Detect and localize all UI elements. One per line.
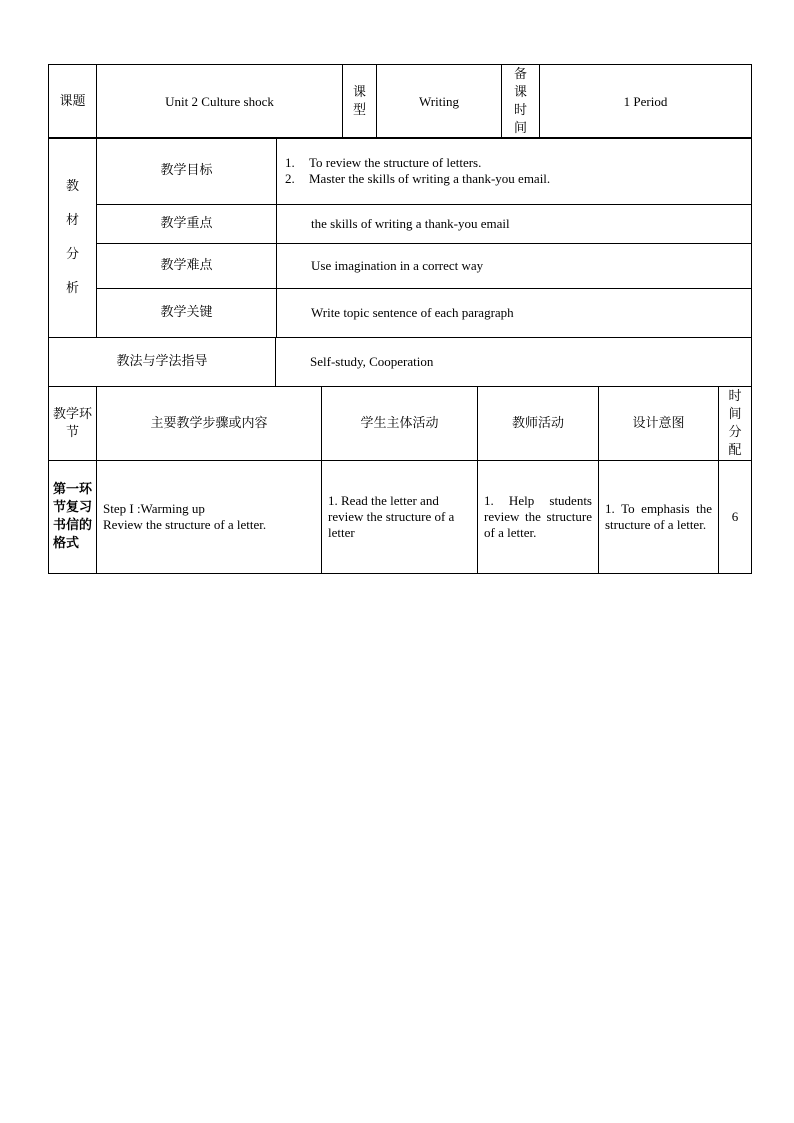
crux-label: 教学关键	[97, 289, 277, 338]
objectives-list	[277, 138, 752, 205]
time-header-char: 配	[728, 442, 742, 458]
time-header-char: 间	[728, 406, 742, 422]
table-row	[49, 461, 752, 574]
prep-label-char: 备	[513, 66, 527, 82]
time-header	[719, 387, 752, 461]
time-cell: 6	[719, 461, 752, 574]
prep-label-char: 时	[513, 102, 527, 118]
stage-header: 教学环节	[49, 387, 97, 461]
key-points-value: the skills of writing a thank-you email	[277, 205, 752, 244]
steps-header: 主要教学步骤或内容	[97, 387, 322, 461]
objective-num: 1.	[285, 155, 295, 170]
prep-label-char: 课	[513, 84, 527, 100]
step-title: Step I :Warming up	[103, 501, 205, 516]
prep-label	[502, 65, 540, 139]
analysis-side-char: 分	[65, 246, 79, 262]
topic-label: 课题	[49, 65, 97, 139]
design-header: 设计意图	[599, 387, 719, 461]
analysis-side-char: 析	[65, 280, 79, 296]
analysis-side-label	[49, 138, 97, 338]
topic-value: Unit 2 Culture shock	[97, 65, 343, 139]
steps-cell	[97, 461, 322, 574]
key-points-label: 教学重点	[97, 205, 277, 244]
prep-label-char: 间	[513, 120, 527, 136]
step-body: Review the structure of a letter.	[103, 517, 267, 532]
objective-item	[285, 171, 745, 187]
objectives-label: 教学目标	[97, 138, 277, 205]
type-label-char: 课	[352, 84, 366, 100]
analysis-side-char: 材	[65, 212, 79, 228]
crux-value: Write topic sentence of each paragraph	[277, 289, 752, 338]
design-cell: 1. To emphasis the structure of a letter.	[599, 461, 719, 574]
type-label-char: 型	[352, 102, 366, 118]
objective-item	[285, 155, 745, 171]
student-header: 学生主体活动	[322, 387, 478, 461]
lesson-header-table	[48, 64, 752, 139]
time-header-char: 分	[728, 424, 742, 440]
analysis-side-char: 教	[65, 178, 79, 194]
type-value: Writing	[377, 65, 502, 139]
teacher-header: 教师活动	[478, 387, 599, 461]
teaching-process-table	[48, 386, 752, 574]
time-header-char: 时	[728, 388, 742, 404]
methods-value: Self-study, Cooperation	[276, 338, 752, 387]
type-label	[343, 65, 377, 139]
objective-text: Master the skills of writing a thank-you email.	[309, 171, 551, 186]
teacher-cell: 1. Help students review the structure of a letter.	[478, 461, 599, 574]
methods-label: 教法与学法指导	[49, 338, 276, 387]
objective-text: To review the structure of letters.	[309, 155, 482, 170]
difficulty-label: 教学难点	[97, 244, 277, 289]
objective-num: 2.	[285, 171, 295, 186]
difficulty-value: Use imagination in a correct way	[277, 244, 752, 289]
student-cell: 1. Read the letter and review the structure of a letter	[322, 461, 478, 574]
material-analysis-table	[48, 137, 752, 338]
stage-cell: 第一环节复习书信的格式	[49, 461, 97, 574]
methods-table	[48, 337, 752, 387]
prep-value: 1 Period	[540, 65, 752, 139]
